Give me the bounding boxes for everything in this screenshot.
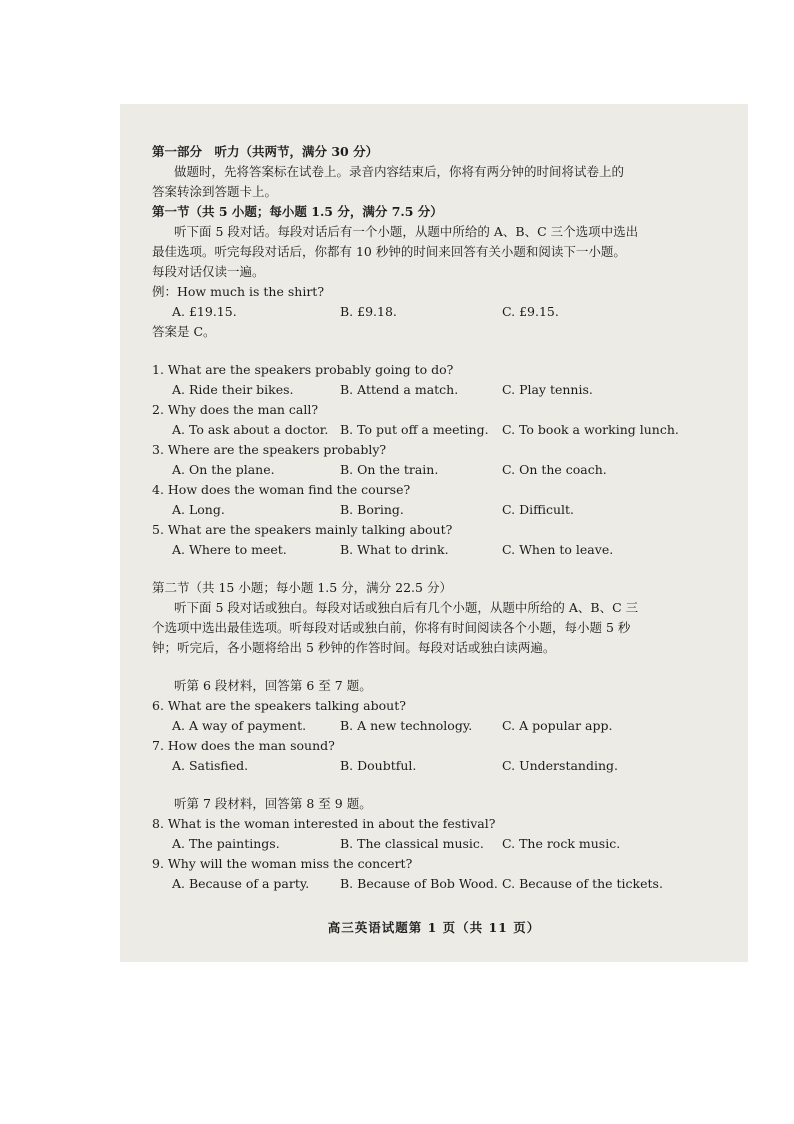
section2-instruction-line: 钟；听完后，各小题将给出 5 秒钟的作答时间。每段对话或独白读两遍。: [152, 640, 556, 655]
option-a: A. £19.15.: [172, 304, 237, 319]
question-options: [152, 716, 716, 736]
question-options: [152, 834, 716, 854]
option-b: B. The classical music.: [340, 836, 484, 851]
option-c: C. Because of the tickets.: [502, 876, 663, 891]
question: [152, 440, 716, 480]
question-options: [152, 540, 716, 560]
question-text: 6. What are the speakers talking about?: [152, 698, 406, 713]
section1-instruction-line: 每段对话仅读一遍。: [152, 264, 265, 279]
option-b: B. A new technology.: [340, 718, 473, 733]
question-options: [152, 756, 716, 776]
question-options: [152, 380, 716, 400]
section2-instruction-line: 听下面 5 段对话或独白。每段对话或独白后有几个小题，从题中所给的 A、B、C 三: [174, 600, 639, 615]
question-text: 9. Why will the woman miss the concert?: [152, 856, 413, 871]
option-a: A. Long.: [172, 502, 225, 517]
question: [152, 520, 716, 560]
example-question: 例：How much is the shirt?: [152, 284, 325, 299]
option-b: B. Doubtful.: [340, 758, 417, 773]
option-b: B. On the train.: [340, 462, 439, 477]
question-text: 5. What are the speakers mainly talking about?: [152, 522, 453, 537]
question-options: [152, 874, 716, 894]
part1-heading: 第一部分 听力（共两节，满分 30 分）: [152, 144, 379, 159]
question: [152, 736, 716, 776]
section1-instruction-line: 最佳选项。听完每段对话后，你都有 10 秒钟的时间来回答有关小题和阅读下一小题。: [152, 244, 626, 259]
question-group: [152, 676, 716, 776]
question: [152, 360, 716, 400]
option-b: B. Because of Bob Wood.: [340, 876, 498, 891]
group-title: 听第 6 段材料，回答第 6 至 7 题。: [174, 678, 372, 693]
option-c: C. A popular app.: [502, 718, 613, 733]
section1-heading: 第一节（共 5 小题；每小题 1.5 分，满分 7.5 分）: [152, 204, 443, 219]
option-a: A. On the plane.: [172, 462, 275, 477]
question: [152, 400, 716, 440]
option-a: A. Satisfied.: [172, 758, 249, 773]
question: [152, 696, 716, 736]
option-c: C. On the coach.: [502, 462, 607, 477]
example-answer: 答案是 C。: [152, 324, 216, 339]
option-c: C. When to leave.: [502, 542, 614, 557]
section1-instruction-line: 听下面 5 段对话。每段对话后有一个小题，从题中所给的 A、B、C 三个选项中选出: [174, 224, 639, 239]
section2-instruction-line: 个选项中选出最佳选项。听每段对话或独白前，你将有时间阅读各个小题，每小题 5 秒: [152, 620, 631, 635]
option-b: B. Boring.: [340, 502, 404, 517]
question-text: 1. What are the speakers probably going to do?: [152, 362, 454, 377]
question: [152, 480, 716, 520]
option-c: C. £9.15.: [502, 304, 559, 319]
option-a: A. Where to meet.: [172, 542, 287, 557]
option-c: C. To book a working lunch.: [502, 422, 679, 437]
question-group: [152, 794, 716, 894]
section1-questions: [152, 360, 716, 560]
question-options: [152, 420, 716, 440]
option-c: C. Play tennis.: [502, 382, 593, 397]
option-c: C. Difficult.: [502, 502, 575, 517]
option-b: B. What to drink.: [340, 542, 449, 557]
question-text: 3. Where are the speakers probably?: [152, 442, 387, 457]
option-a: A. Because of a party.: [172, 876, 310, 891]
exam-page: [120, 104, 748, 962]
page-footer: 高三英语试题第 1 页（共 11 页）: [327, 920, 541, 935]
question: [152, 814, 716, 854]
option-c: C. Understanding.: [502, 758, 618, 773]
question-text: 4. How does the woman find the course?: [152, 482, 411, 497]
example-options: [152, 302, 716, 322]
question-text: 2. Why does the man call?: [152, 402, 319, 417]
part1-intro-line: 做题时，先将答案标在试卷上。录音内容结束后，你将有两分钟的时间将试卷上的: [174, 164, 625, 179]
question-text: 7. How does the man sound?: [152, 738, 335, 753]
option-a: A. Ride their bikes.: [172, 382, 294, 397]
option-a: A. To ask about a doctor.: [172, 422, 329, 437]
part1-intro-line: 答案转涂到答题卡上。: [152, 184, 278, 199]
question-options: [152, 460, 716, 480]
option-c: C. The rock music.: [502, 836, 621, 851]
section2-heading: 第二节（共 15 小题；每小题 1.5 分，满分 22.5 分）: [152, 580, 452, 595]
option-b: B. Attend a match.: [340, 382, 459, 397]
question-options: [152, 500, 716, 520]
question-text: 8. What is the woman interested in about the festival?: [152, 816, 496, 831]
option-a: A. A way of payment.: [172, 718, 307, 733]
option-b: B. £9.18.: [340, 304, 397, 319]
option-b: B. To put off a meeting.: [340, 422, 489, 437]
group-title: 听第 7 段材料，回答第 8 至 9 题。: [174, 796, 372, 811]
option-a: A. The paintings.: [172, 836, 280, 851]
question: [152, 854, 716, 894]
